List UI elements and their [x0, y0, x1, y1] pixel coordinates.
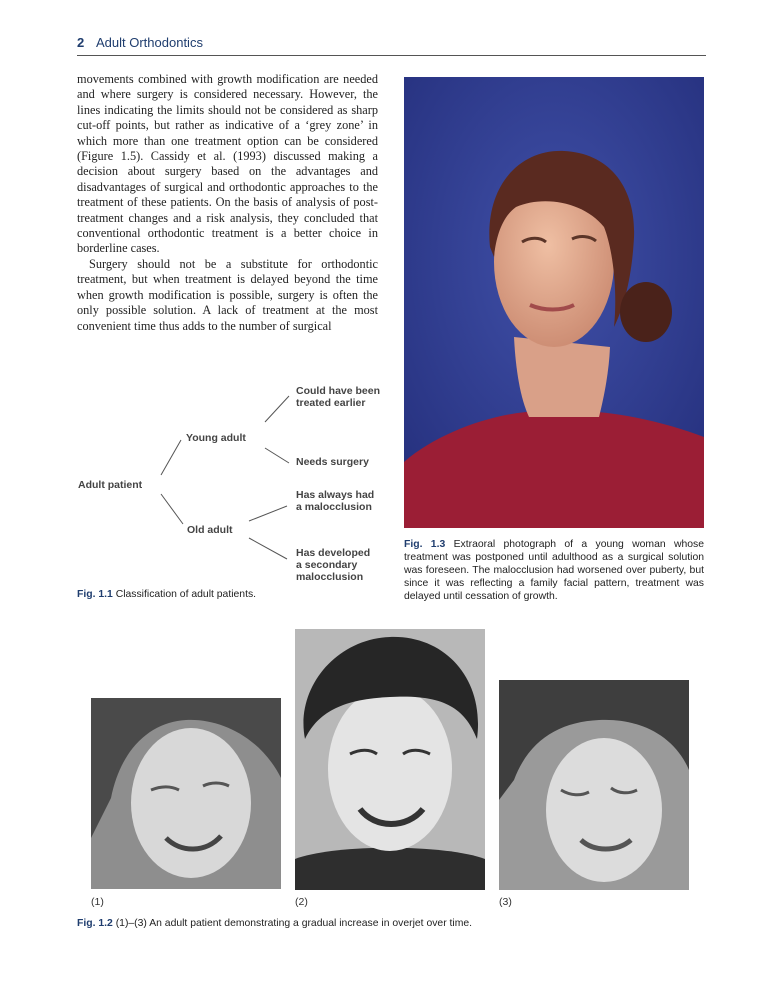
node-needs-surgery: Needs surgery	[296, 456, 369, 468]
figure-caption	[77, 588, 377, 601]
caption-text: Classification of adult patients.	[115, 589, 257, 600]
caption-text: (1)–(3) An adult patient demonstrating a gradual increase in overjet over time.	[115, 918, 473, 929]
classification-diagram	[77, 380, 397, 590]
connector-line	[161, 494, 183, 524]
patient-photograph	[404, 77, 704, 528]
portrait-photo-2	[295, 629, 485, 890]
paragraph: movements combined with growth modification are needed and where surgery is considered necessary. However, the lines indicating the limits should not be considered as sharp cut-off points, but rather as indicative of a ‘grey zone’ in which more than one treatment option can be considered (Figure 1.5). Cassidy et al. (1993) discussed making a decision about surgery based on the advantages and disadvantages of surgical and orthodontic approaches to the treatment of these patients. On the basis of analysis of post-treatment changes and a risk analysis, they concluded that conventional orthodontic treatment is a better choice in borderline cases.	[77, 72, 378, 256]
node-old-adult: Old adult	[187, 524, 233, 536]
figure-label: Fig. 1.3	[404, 539, 446, 550]
node-treated-earlier: Could have been treated earlier	[296, 385, 381, 409]
running-header	[77, 33, 706, 56]
connector-line	[161, 440, 181, 475]
caption-text: Extraoral photograph of a young woman whose treatment was postponed until adulthood as a surgical solution was foreseen. The malocclusion had worsened over puberty, but since it was reflecting a family facial pattern, treatment was delayed until cessation of growth.	[404, 539, 705, 602]
figure-caption	[77, 917, 717, 930]
node-secondary-malocclusion: Has developed a secondary malocclusion	[296, 547, 371, 583]
node-young-adult: Young adult	[186, 432, 246, 444]
panel-label-3: (3)	[499, 896, 512, 908]
portrait-photo-1	[91, 698, 281, 889]
running-title: Adult Orthodontics	[96, 35, 203, 50]
figure-caption	[404, 538, 704, 603]
paragraph: Surgery should not be a substitute for orthodontic treatment, but when treatment is delayed beyond the time when growth modification is possible, surgery is often the only possible solution. A lack of treatment at the most convenient time thus adds to the number of surgical	[77, 256, 378, 333]
connector-line	[249, 538, 287, 559]
page-number: 2	[77, 35, 85, 50]
body-text	[77, 72, 378, 334]
connector-line	[249, 506, 287, 521]
node-adult-patient: Adult patient	[78, 479, 143, 491]
panel-label-1: (1)	[91, 896, 104, 908]
portrait-photo-3	[499, 680, 689, 890]
figure-label: Fig. 1.1	[77, 589, 113, 600]
node-always-malocclusion: Has always had a malocclusion	[296, 489, 375, 513]
figure-label: Fig. 1.2	[77, 918, 113, 929]
connector-line	[265, 396, 289, 422]
panel-label-2: (2)	[295, 896, 308, 908]
connector-line	[265, 448, 289, 463]
